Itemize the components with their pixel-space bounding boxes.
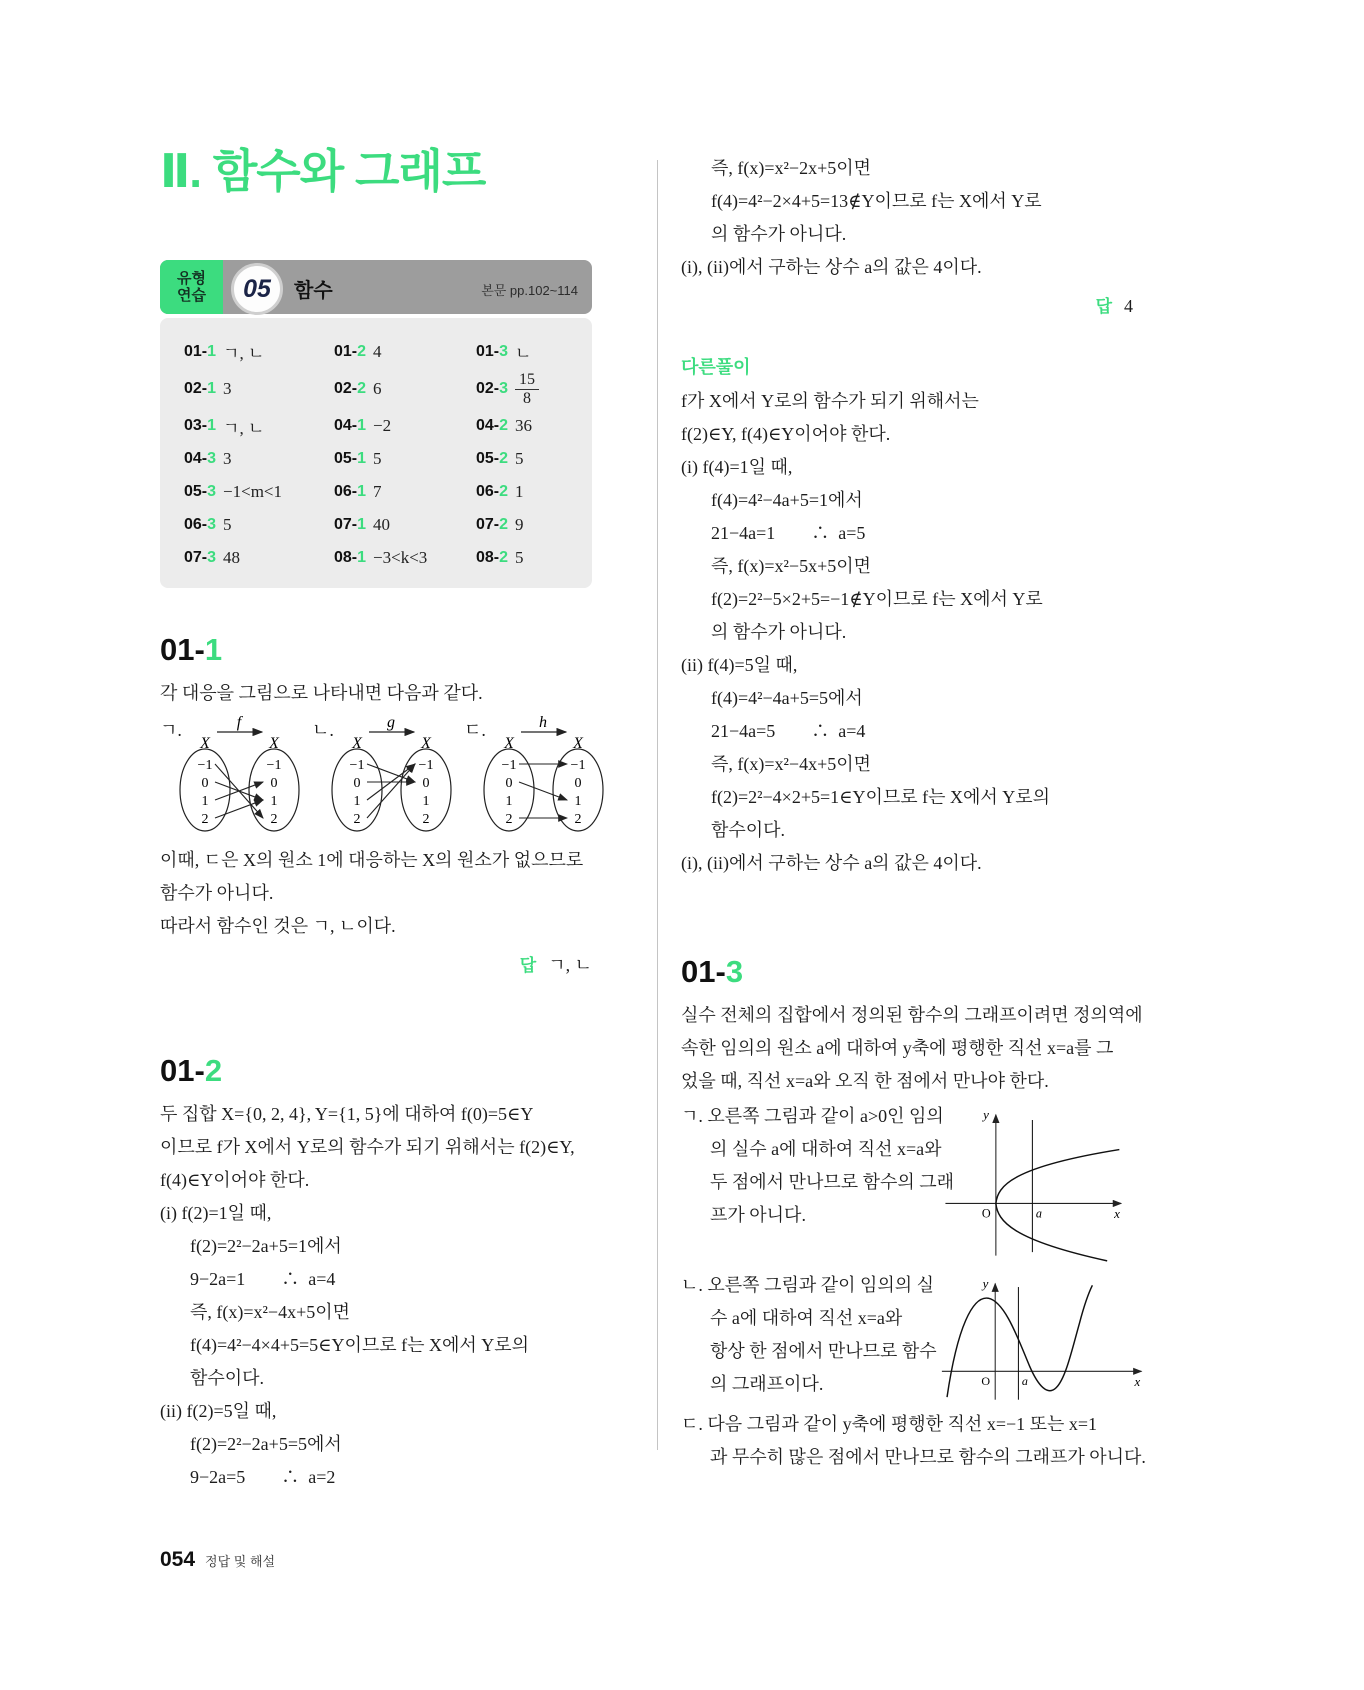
text-line: ㄴ. 오른쪽 그림과 같이 임의의 실: [681, 1275, 935, 1295]
svg-text:2: 2: [201, 811, 209, 827]
function-label: g: [387, 713, 395, 731]
answer-value: ㄴ: [515, 344, 532, 363]
answer-cell: [334, 336, 476, 367]
element-labels: [502, 758, 586, 827]
text-line: f(2)=2²−4×2+5=1∈Y이므로 f는 X에서 Y로의: [711, 787, 1051, 807]
svg-text:−1: −1: [349, 757, 365, 773]
unit-header-bar: [160, 260, 592, 314]
text-line: 21−4a=1 ∴ a=5: [711, 523, 866, 543]
answer-cell: [184, 477, 334, 508]
mapping-diagram-svg: [169, 714, 310, 834]
text-line: 각 대응을 그림으로 나타내면 다음과 같다.: [160, 682, 483, 703]
answer-value: ㄱ, ㄴ: [223, 344, 265, 363]
answer-value: 4: [373, 341, 382, 361]
text-line: ㄷ. 다음 그림과 같이 y축에 평행한 직선 x=−1 또는 x=1: [681, 1414, 1098, 1434]
text-line: f(4)=4²−4a+5=5에서: [711, 688, 863, 708]
answer-cell: [476, 444, 582, 475]
svg-text:2: 2: [353, 811, 361, 827]
origin-label: O: [981, 1206, 991, 1221]
answer-row: [681, 292, 1133, 317]
answer-id: 06-2: [476, 483, 509, 501]
svg-text:1: 1: [270, 793, 278, 809]
svg-text:1: 1: [353, 793, 361, 809]
answer-id: 05-1: [334, 450, 367, 468]
svg-text:2: 2: [270, 811, 278, 827]
answer-value: 1: [515, 482, 524, 502]
text-line: (i), (ii)에서 구하는 상수 a의 값은 4이다.: [681, 257, 982, 277]
answer-row: [160, 951, 592, 977]
text-line: 었을 때, 직선 x=a와 오직 한 점에서 만나야 한다.: [681, 1071, 1049, 1091]
svg-text:0: 0: [422, 775, 430, 791]
svg-text:−1: −1: [501, 757, 517, 773]
answer-cell: [476, 411, 582, 442]
answer-id: 02-2: [334, 379, 367, 397]
a-label: a: [1035, 1206, 1042, 1221]
answer-id: 01-3: [476, 342, 509, 360]
svg-text:0: 0: [201, 775, 209, 791]
item-g: [681, 1100, 1133, 1267]
answer-cell: [476, 477, 582, 508]
section-heading-01-2: 01-2: [160, 1052, 223, 1088]
set-label-right: X: [269, 734, 279, 752]
answer-id: 01-2: [334, 342, 367, 360]
answer-id: 07-1: [334, 516, 367, 534]
text-line: f(4)=4²−4×4+5=5∈Y이므로 f는 X에서 Y로의: [190, 1334, 530, 1355]
svg-text:1: 1: [505, 793, 513, 809]
text-line: 과 무수히 많은 점에서 만나므로 함수의 그래프가 아니다.: [710, 1447, 1146, 1467]
mapping-arrows: [367, 764, 415, 818]
mapping-diagram-svg: [321, 714, 462, 834]
answer-value: 5: [223, 515, 232, 535]
text-line: 의 실수 a에 대하여 직선 x=a와: [710, 1139, 942, 1159]
svg-text:−1: −1: [197, 757, 213, 773]
chapter-title: Ⅱ. 함수와 그래프: [160, 145, 486, 197]
svg-text:2: 2: [574, 811, 582, 827]
alternative-solution-label: 다른풀이: [681, 357, 751, 377]
text-line: f가 X에서 Y로의 함수가 되기 위해서는: [681, 391, 979, 411]
answer-value: 5: [515, 548, 524, 568]
text-line: f(4)=4²−2×4+5=13∉Y이므로 f는 X에서 Y로: [711, 191, 1042, 211]
answer-cell: [334, 444, 476, 475]
answer-id: 07-2: [476, 516, 509, 534]
footer-label: 정답 및 해설: [205, 1554, 276, 1569]
svg-text:0: 0: [353, 775, 361, 791]
answer-cell: [476, 543, 582, 574]
column-divider: [657, 160, 658, 1450]
text-line: f(4)=4²−4a+5=1에서: [711, 490, 863, 510]
text-line: 수 a에 대하여 직선 x=a와: [710, 1308, 903, 1328]
text-line: 따라서 함수인 것은 ㄱ, ㄴ이다.: [160, 915, 396, 936]
y-axis-label: y: [983, 1107, 989, 1123]
text-line: f(4)∈Y이어야 한다.: [160, 1169, 310, 1190]
parabola-graph: [935, 1106, 1135, 1267]
mapping-diagram-svg: [473, 714, 614, 834]
mapping-diagram-g: [160, 714, 309, 834]
answer-cell: [184, 336, 334, 367]
text-line: 두 집합 X={0, 2, 4}, Y={1, 5}에 대하여 f(0)=5∈Y: [160, 1103, 534, 1124]
element-labels: [350, 758, 434, 827]
svg-text:1: 1: [422, 793, 430, 809]
answer-value: 5: [373, 449, 382, 469]
answer-id: 05-3: [184, 483, 217, 501]
answer-cell: [476, 510, 582, 541]
unit-title: 함수: [294, 280, 333, 302]
text-line: 프가 아니다.: [710, 1205, 806, 1225]
set-label-left: X: [200, 734, 210, 752]
diagram-label: ㄴ.: [312, 719, 334, 740]
answer-cell: [184, 510, 334, 541]
a-label: a: [1021, 1374, 1028, 1389]
answer-id: 04-3: [184, 450, 217, 468]
svg-text:−1: −1: [418, 757, 434, 773]
text-line: f(2)=2²−2a+5=1에서: [190, 1235, 342, 1256]
answer-cell: [334, 510, 476, 541]
section-heading-01-1: 01-1: [160, 631, 223, 667]
answer-value: 48: [223, 548, 241, 568]
text-line: (ii) f(2)=5일 때,: [160, 1400, 277, 1421]
text-line: 즉, f(x)=x²−5x+5이면: [711, 556, 871, 576]
answer-id: 04-2: [476, 417, 509, 435]
text-line: 의 함수가 아니다.: [711, 224, 847, 244]
text-line: (i), (ii)에서 구하는 상수 a의 값은 4이다.: [681, 853, 982, 873]
answer-value: 40: [373, 515, 391, 535]
answers-box: [160, 318, 592, 588]
origin-label: O: [981, 1374, 991, 1389]
function-label: f: [236, 713, 242, 731]
unit-type-badge: [160, 260, 223, 314]
answer-value-fraction: $\frac{15}{8}$: [515, 369, 539, 409]
svg-text:2: 2: [505, 811, 513, 827]
answer-value: 9: [515, 515, 524, 535]
answer-text: ㄱ, ㄴ: [548, 954, 592, 975]
unit-number: 05: [231, 263, 283, 315]
answer-id: 01-1: [184, 342, 217, 360]
text-line: 이므로 f가 X에서 Y로의 함수가 되기 위해서는 f(2)∈Y,: [160, 1136, 575, 1157]
answer-id: 08-2: [476, 549, 509, 567]
answer-value: 3: [223, 449, 232, 469]
diagram-label: ㄱ.: [160, 719, 182, 740]
answer-id: 06-1: [334, 483, 367, 501]
answer-value: 7: [373, 482, 382, 502]
svg-text:−1: −1: [266, 757, 282, 773]
answer-value: 3: [223, 378, 232, 398]
function-label: h: [539, 713, 547, 731]
text-line: 함수이다.: [711, 820, 786, 840]
section-heading-01-3: 01-3: [681, 954, 744, 989]
answer-value: 36: [515, 416, 533, 436]
answer-cell: [334, 477, 476, 508]
item-n: [681, 1269, 1141, 1404]
answer-id: 08-1: [334, 549, 367, 567]
text-line: 속한 임의의 원소 a에 대하여 y축에 평행한 직선 x=a를 그: [681, 1038, 1114, 1058]
svg-text:1: 1: [574, 793, 582, 809]
text-line: 9−2a=5 ∴ a=2: [190, 1466, 336, 1487]
answer-id: 06-3: [184, 516, 217, 534]
page-footer: [160, 1548, 275, 1572]
text-line: 의 함수가 아니다.: [711, 622, 847, 642]
badge-line1: 유형: [177, 270, 206, 287]
element-labels: [198, 758, 282, 827]
answer-id: 07-3: [184, 549, 217, 567]
text-line: 의 그래프이다.: [710, 1374, 824, 1394]
answer-cell: [334, 543, 476, 574]
text-line: 항상 한 점에서 만나므로 함수: [710, 1341, 937, 1361]
text-line: 함수이다.: [190, 1367, 265, 1388]
svg-text:0: 0: [270, 775, 278, 791]
svg-text:2: 2: [422, 811, 430, 827]
left-column: [160, 145, 592, 1494]
answer-value: 6: [373, 378, 382, 398]
text-line: 함수가 아니다.: [160, 882, 274, 903]
answer-cell: [184, 411, 334, 442]
answer-id: 04-1: [334, 417, 367, 435]
text-line: 즉, f(x)=x²−4x+5이면: [711, 754, 871, 774]
x-axis-label: x: [1134, 1374, 1141, 1389]
mapping-diagrams: [160, 714, 592, 834]
answer-cell: [476, 336, 582, 367]
item-d: [681, 1408, 1146, 1474]
badge-line2: 연습: [177, 287, 206, 304]
text-line: ㄱ. 오른쪽 그림과 같이 a>0인 임의: [681, 1106, 944, 1126]
text-line: f(2)∈Y, f(4)∈Y이어야 한다.: [681, 424, 891, 444]
answer-chip: 답: [519, 955, 537, 975]
text-line: f(2)=2²−5×2+5=−1∉Y이므로 f는 X에서 Y로: [711, 589, 1043, 609]
set-label-left: X: [504, 734, 514, 752]
unit-page-ref: 본문 pp.102~114: [481, 283, 578, 298]
text-line: 두 점에서 만나므로 함수의 그래: [710, 1172, 955, 1192]
mapping-diagram-d: [464, 714, 613, 834]
answer-cell: [476, 369, 582, 409]
answer-cell: [334, 369, 476, 409]
text-line: (i) f(2)=1일 때,: [160, 1202, 272, 1223]
answer-value: 5: [515, 449, 524, 469]
text-line: f(2)=2²−2a+5=5에서: [190, 1433, 342, 1454]
answer-id: 02-1: [184, 379, 217, 397]
diagram-label: ㄷ.: [464, 719, 486, 740]
answer-cell: [184, 543, 334, 574]
answer-id: 03-1: [184, 417, 217, 435]
answer-text: 4: [1124, 296, 1133, 316]
y-axis-label: y: [982, 1276, 989, 1291]
text-line: 이때, ㄷ은 X의 원소 1에 대응하는 X의 원소가 없으므로: [160, 849, 584, 870]
mapping-arrows: [519, 764, 567, 818]
set-label-left: X: [352, 734, 362, 752]
text-line: 실수 전체의 집합에서 정의된 함수의 그래프이려면 정의역에: [681, 1005, 1143, 1025]
svg-text:1: 1: [201, 793, 209, 809]
page-number: 054: [160, 1548, 196, 1571]
set-label-right: X: [421, 734, 431, 752]
set-label-right: X: [573, 734, 583, 752]
answer-value: ㄱ, ㄴ: [223, 418, 265, 438]
mapping-arrows: [215, 764, 263, 818]
text-line: 21−4a=5 ∴ a=4: [711, 721, 866, 741]
answer-chip: 답: [1095, 297, 1112, 316]
cubic-graph: [935, 1275, 1150, 1404]
answer-value: −1<m<1: [223, 482, 283, 502]
text-line: (i) f(4)=1일 때,: [681, 457, 793, 477]
x-axis-label: x: [1114, 1206, 1120, 1222]
answer-value: −2: [373, 416, 392, 436]
text-line: 즉, f(x)=x²−4x+5이면: [190, 1301, 350, 1322]
mapping-diagram-n: [312, 714, 461, 834]
answer-cell: [184, 369, 334, 409]
answer-id: 02-3: [476, 379, 509, 397]
answer-cell: [184, 444, 334, 475]
right-column: [681, 152, 1146, 1474]
text-line: 9−2a=1 ∴ a=4: [190, 1268, 336, 1289]
answer-value: −3<k<3: [373, 548, 428, 568]
text-line: (ii) f(4)=5일 때,: [681, 655, 798, 675]
svg-text:0: 0: [574, 775, 582, 791]
answer-cell: [334, 411, 476, 442]
svg-text:−1: −1: [570, 757, 586, 773]
svg-text:0: 0: [505, 775, 513, 791]
text-line: 즉, f(x)=x²−2x+5이면: [711, 158, 871, 178]
answer-id: 05-2: [476, 450, 509, 468]
